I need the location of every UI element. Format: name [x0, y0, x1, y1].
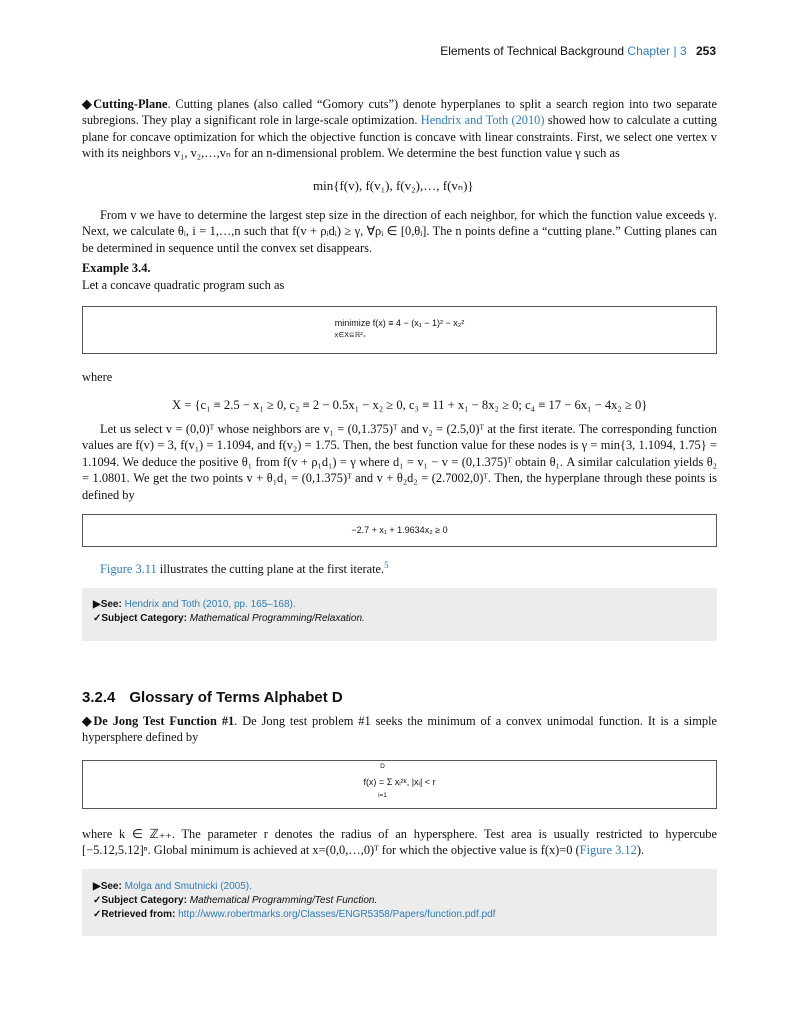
figure-3-12-link[interactable]: Figure 3.12	[579, 843, 637, 858]
sum-upper-limit: D	[380, 763, 385, 770]
hyperplane-box	[82, 514, 717, 547]
de-jong-equation-box	[82, 760, 717, 809]
section-number: 3.2.4	[82, 689, 116, 706]
de-jong-term: De Jong Test Function #1	[93, 714, 235, 728]
hyperplane-equation: −2.7 + x₁ + 1.9634x₂ ≥ 0	[351, 525, 448, 535]
subject-value-1: Mathematical Programming/Relaxation.	[189, 613, 365, 624]
step-size-paragraph: From v we have to determine the largest step size in the direction of each neighbor, for which the function value exceeds γ. Next, we calculate θᵢ, i = 1,…,n such that f(v + ρᵢdᵢ) ≥ γ, ∀ρᵢ ∈ [0,θᵢ]. The n points define a “cutting plane.” Cutting planes can be determined in sequence until the convex set disappears.	[82, 208, 717, 255]
figure-reference-text: illustrates the cutting plane at the first iterate.	[159, 562, 385, 576]
retrieved-url-link[interactable]: http://www.robertmarks.org/Classes/ENGR5358/Papers/function.pdf.pdf	[178, 909, 496, 920]
see-line-1	[82, 588, 717, 612]
minimize-box	[82, 306, 717, 354]
subject-value-2: Mathematical Programming/Test Function.	[189, 895, 378, 906]
see-link-1[interactable]: Hendrix and Toth (2010, pp. 165–168).	[124, 599, 296, 610]
example-paragraph: Let us select v = (0,0)ᵀ whose neighbors are v₁ = (0,1.375)ᵀ and v₂ = (2.5,0)ᵀ at the first iterate. The corresponding function values are f(v) = 3, f(v₁) = 1.1094, and f(v₂) = 1.75. Then, the best function value for these nodes is γ = min{3, 1.1094, 1.75} = 1.1094. We deduce the positive θ₁ from f(v + ρ₁d₁) = γ where d₁ = v₁ − v = (0,1.375)ᵀ obtain θ₁. A similar calculation yields θ₂ = 1.0801. We get the two points v + θ₁d₁ = (0,1.375)ᵀ and v + θ₂d₂ = (2.7002,0)ᵀ. Then, the hyperplane through these points is defined by	[82, 422, 717, 502]
running-header	[440, 44, 716, 58]
retrieved-line	[82, 908, 717, 922]
header-separator: |	[673, 44, 677, 58]
de-jong-equation: f(x) = Σ xᵢ²ᵏ, |xᵢ| < r	[363, 777, 436, 787]
page-number: 253	[695, 44, 716, 58]
de-jong-paragraph	[82, 713, 717, 746]
retrieved-label: ✓Retrieved from:	[93, 909, 176, 920]
subject-label-2: ✓Subject Category:	[93, 895, 187, 906]
see-also-box-2	[82, 869, 717, 936]
subject-label-1: ✓Subject Category:	[93, 613, 187, 624]
de-jong-text: . De Jong test problem #1 seeks the minimum of a convex unimodal function. It is a simple hypersphere defined by	[82, 714, 718, 745]
example-intro: Let a concave quadratic program such as	[82, 278, 285, 292]
min-equation: min{f(v), f(v₁), f(v₂),…, f(vₙ)}	[313, 178, 474, 193]
see-label-1: ▶See:	[93, 599, 122, 610]
subject-line-2	[82, 894, 717, 908]
cutting-plane-term: Cutting-Plane	[93, 97, 168, 111]
de-jong-bullet: ◆	[82, 714, 94, 728]
subject-line-1	[82, 612, 717, 626]
figure-3-11-link[interactable]: Figure 3.11	[100, 562, 157, 576]
see-also-box-1	[82, 588, 717, 641]
header-chapter-number: 3	[679, 44, 687, 58]
header-title: Elements of Technical Background	[440, 44, 625, 58]
see-line-2	[82, 869, 717, 894]
section-heading	[82, 689, 343, 706]
constraint-set: X = {c₁ ≡ 2.5 − x₁ ≥ 0, c₂ ≡ 2 − 0.5x₁ − x₂ ≥ 0, c₃ ≡ 11 + x₁ − 8x₂ ≥ 0; c₄ ≡ 17 − 6x₁ − 4x₂ ≥ 0}	[172, 398, 648, 412]
where-label: where	[82, 370, 113, 384]
cutting-plane-paragraph	[82, 96, 717, 162]
figure-reference-line	[100, 561, 717, 577]
sum-lower-limit: i=1	[378, 792, 387, 799]
cutting-plane-text-b: showed how to calculate a cutting plane for concave optimization for which the objective function is concave with linear constraints. First, we select one vertex v with its neighbors v₁, v₂,…,vₙ for an n-dimensional problem. We determine the best function value γ such as	[82, 113, 717, 161]
cutting-plane-text-a: . Cutting planes (also called “Gomory cuts”) denote hyperplanes to split a search region into two separate subregions. They play a significant role in large-scale optimization.	[82, 97, 717, 128]
see-label-2: ▶See:	[93, 881, 122, 892]
de-jong-description	[82, 826, 717, 859]
footnote-5-link[interactable]: 5	[384, 559, 389, 570]
de-jong-description-b: ).	[636, 843, 645, 858]
header-chapter-label: Chapter	[627, 44, 671, 58]
minimize-equation: minimize f(x) ≡ 4 − (x₁ − 1)² − x₂²	[334, 318, 465, 328]
see-link-2[interactable]: Molga and Smutnicki (2005).	[124, 881, 252, 892]
cutting-plane-bullet: ◆	[82, 97, 94, 111]
de-jong-description-a: where k ∈ ℤ₊₊. The parameter r denotes the radius of an hypersphere. Test area is usually restricted to hypercube [−5.12,5.12]ⁿ. Global minimum is achieved at x=(0,0,…,0)ᵀ for which the objective value is f(x)=0 (	[82, 827, 717, 858]
example-heading: Example 3.4.	[82, 261, 151, 275]
section-title: Glossary of Terms Alphabet D	[129, 689, 343, 706]
minimize-subscript: x∈X⊆ℝ²₊	[334, 332, 367, 339]
hendrix-toth-link[interactable]: Hendrix and Toth (2010)	[420, 113, 545, 128]
